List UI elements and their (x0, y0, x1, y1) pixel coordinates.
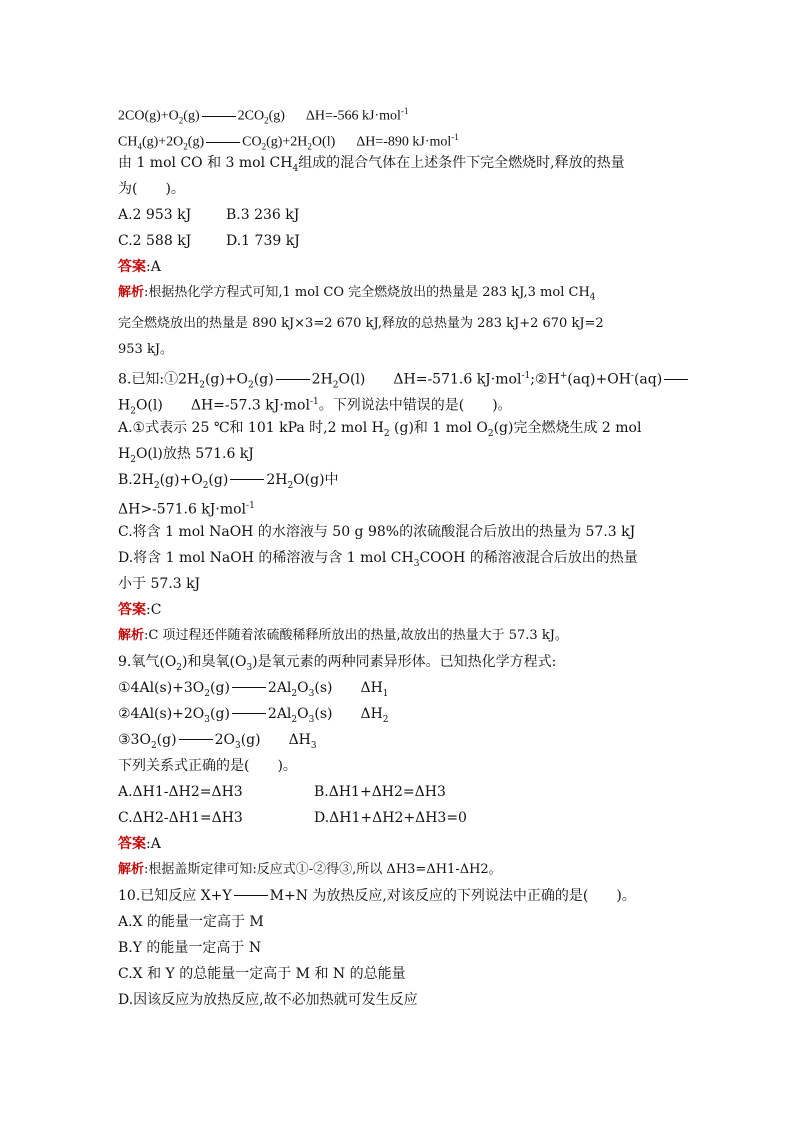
eq-text: (g)+2H (266, 134, 308, 150)
q9-question: 下列关系式正确的是( )。 (118, 757, 297, 774)
text: H (118, 397, 131, 414)
text: 8.已知:①2H (118, 371, 200, 388)
q9-equation-3 (118, 727, 678, 753)
subscript: 2 (176, 662, 183, 673)
subscript: 2 (291, 714, 298, 725)
q7-explanation-line-1 (118, 280, 678, 311)
q10-option-c: C.X 和 Y 的总能量一定高于 M 和 N 的总能量 (118, 965, 406, 982)
q8-stem-line-2 (118, 389, 678, 415)
eq-text: (g)+2O (141, 134, 184, 150)
option-c: C.ΔH2-ΔH1=ΔH3 (118, 809, 243, 826)
q9-equation-2 (118, 701, 678, 727)
text: 2O (214, 731, 235, 748)
subscript: 3 (413, 558, 420, 569)
text: ③3O (118, 731, 151, 748)
subscript: 2 (307, 141, 312, 152)
q8-stem-line-1 (118, 363, 678, 389)
superscript: -1 (400, 106, 409, 116)
text: O(l) ΔH=-57.3 kJ·mol (135, 397, 310, 414)
eq-text: 2CO(g)+O (118, 108, 179, 124)
subscript: 2 (150, 740, 157, 751)
reaction-arrow (664, 379, 688, 380)
subscript: 2 (199, 380, 205, 391)
subscript: 1 (382, 688, 389, 699)
subscript: 2 (153, 480, 160, 491)
text: O(g)中 (293, 471, 339, 488)
superscript: -1 (521, 370, 531, 381)
q7-options-row-2 (118, 228, 678, 254)
subscript: 2 (383, 428, 390, 439)
option-b: B.ΔH1+ΔH2=ΔH3 (314, 783, 446, 800)
superscript: -1 (451, 132, 459, 142)
subscript: 2 (183, 141, 188, 152)
q7-explanation-line-3: 953 kJ。 (118, 341, 174, 357)
eq-text: CO (242, 134, 262, 150)
text: (s) ΔH (314, 679, 383, 696)
superscript: -1 (246, 500, 255, 511)
q9-options-row-2 (118, 805, 678, 831)
q8-option-a-line-1 (118, 415, 678, 441)
subscript: 3 (308, 714, 315, 725)
subscript: 2 (487, 428, 494, 439)
equation-1 (118, 98, 678, 124)
answer-value: :C (146, 601, 162, 618)
q8-option-d-line-2: 小于 57.3 kJ (118, 575, 201, 592)
q8-option-d-line-1 (118, 545, 678, 571)
text: 2Al (267, 705, 292, 722)
equation-2 (118, 124, 678, 150)
q10-option-a: A.X 的能量一定高于 M (118, 913, 264, 930)
text: O (297, 705, 309, 722)
explanation-label: 解析 (118, 627, 145, 643)
eq-text: 2CO (237, 108, 265, 124)
subscript: 2 (248, 380, 254, 391)
eq-text: (g) (187, 134, 205, 150)
reaction-arrow (234, 895, 268, 896)
text: A.①式表示 25 ℃和 101 kPa 时,2 mol H (118, 419, 384, 436)
explanation-label: 解析 (118, 861, 145, 877)
text: B.2H (118, 471, 154, 488)
text: ;②H (530, 371, 560, 388)
subscript: 2 (291, 688, 298, 699)
subscript: 3 (204, 714, 211, 725)
text: O(l)放热 571.6 kJ (135, 445, 254, 462)
text: (s) ΔH (314, 705, 383, 722)
q8-option-c: C.将含 1 mol NaOH 的水溶液与 50 g 98%的浓硫酸混合后放出的热量为 57.3 kJ (118, 523, 636, 540)
subscript: 3 (308, 688, 315, 699)
text: (g) (156, 731, 177, 748)
answer-label: 答案 (118, 601, 146, 618)
superscript: + (559, 370, 568, 381)
text: O (297, 679, 309, 696)
reaction-arrow (206, 142, 240, 143)
subscript: 3 (246, 662, 253, 673)
q7-options-row-1 (118, 202, 678, 228)
text: D.将含 1 mol NaOH 的稀溶液与含 1 mol CH (118, 549, 414, 566)
option-b: B.3 236 kJ (226, 207, 300, 223)
text: 由 1 mol CO 和 3 mol CH (118, 155, 293, 171)
text: (aq)+OH (567, 371, 631, 388)
subscript: 2 (178, 115, 184, 126)
q7-stem-line-1 (118, 150, 678, 176)
q9-answer (118, 831, 678, 857)
answer-value: :A (146, 259, 161, 275)
q8-option-b-line-2 (118, 493, 678, 519)
text: (aq) (633, 371, 663, 388)
q10-option-b: B.Y 的能量一定高于 N (118, 939, 262, 956)
text: ΔH>-571.6 kJ·mol (118, 501, 247, 518)
text: (g)+O (159, 471, 203, 488)
subscript: 3 (234, 740, 241, 751)
q8-explanation (118, 623, 678, 649)
reaction-arrow (232, 713, 266, 714)
q10-stem (118, 883, 678, 909)
q9-equation-1 (118, 675, 678, 701)
eq-text: CH (118, 134, 138, 150)
q10-option-d: D.因该反应为放热反应,故不必加热就可发生反应 (118, 991, 418, 1008)
answer-label: 答案 (118, 259, 146, 275)
subscript: 2 (264, 115, 269, 126)
option-d: D.ΔH1+ΔH2+ΔH3=0 (314, 809, 467, 826)
text: :根据热化学方程式可知,1 mol CO 完全燃烧放出的热量是 283 kJ,3 mol CH (144, 285, 590, 300)
text: (g) (210, 705, 230, 722)
option-a: A.ΔH1-ΔH2=ΔH3 (118, 783, 243, 800)
text: (g)和 1 mol O (389, 419, 488, 436)
text: (g)完全燃烧生成 2 mol (493, 419, 642, 436)
text: (g) (253, 371, 274, 388)
text: :根据盖斯定律可知:反应式①-②得③,所以 ΔH3=ΔH1-ΔH2。 (144, 861, 502, 877)
text: M+N 为放热反应,对该反应的下列说法中正确的是( )。 (269, 887, 636, 904)
text: :C 项过程还伴随着浓硫酸稀释所放出的热量,故放出的热量大于 57.3 kJ。 (144, 627, 568, 643)
enthalpy: ΔH=-566 kJ·mol (305, 108, 401, 124)
text: 2H (266, 471, 288, 488)
q7-answer (118, 254, 678, 280)
option-d: D.1 739 kJ (226, 233, 300, 249)
q9-explanation (118, 857, 678, 883)
text: O(l) ΔH=-571.6 kJ·mol (338, 371, 522, 388)
q7-explanation-line-2: 完全燃烧放出的热量是 890 kJ×3=2 670 kJ,释放的总热量为 283 kJ+2 670 kJ=2 (118, 315, 604, 331)
subscript: 2 (287, 480, 294, 491)
superscript: -1 (309, 396, 319, 407)
subscript: 2 (332, 380, 339, 391)
text: (g) (208, 471, 229, 488)
text: 组成的混合气体在上述条件下完全燃烧时,释放的热量 (298, 155, 625, 171)
text: (g)+O (204, 371, 249, 388)
option-c: C.2 588 kJ (118, 233, 192, 249)
document-page (118, 98, 678, 1013)
subscript: 2 (130, 406, 136, 417)
subscript: 2 (382, 714, 389, 725)
reaction-arrow (276, 379, 310, 380)
text: )是氧元素的两种同素异形体。已知热化学方程式: (252, 653, 557, 670)
q7-stem-line-2: 为( )。 (118, 181, 185, 197)
q9-stem-line-1 (118, 649, 678, 675)
text: )和臭氧(O (182, 653, 247, 670)
subscript: 3 (310, 740, 317, 751)
reaction-arrow (232, 687, 266, 688)
text: ②4Al(s)+2O (118, 705, 205, 722)
subscript: 2 (261, 141, 267, 152)
superscript: - (630, 370, 634, 381)
subscript: 2 (202, 480, 209, 491)
enthalpy: ΔH=-890 kJ·mol (356, 134, 452, 150)
text: COOH 的稀溶液混合后放出的热量 (419, 549, 638, 566)
reaction-arrow (179, 739, 213, 740)
eq-text: O(l) (311, 134, 336, 150)
subscript: 4 (589, 292, 596, 303)
answer-label: 答案 (118, 835, 146, 852)
subscript: 4 (137, 141, 142, 152)
reaction-arrow (230, 479, 264, 480)
explanation-label: 解析 (118, 285, 145, 300)
text: 。下列说法中错误的是( )。 (318, 397, 512, 414)
q9-options-row-1 (118, 779, 678, 805)
text: 2Al (267, 679, 292, 696)
q8-answer (118, 597, 678, 623)
option-a: A.2 953 kJ (118, 207, 192, 223)
text: 2H (311, 371, 333, 388)
reaction-arrow (202, 116, 236, 117)
q8-option-b-line-1 (118, 467, 678, 493)
text: 10.已知反应 X+Y (118, 887, 232, 904)
subscript: 2 (204, 688, 211, 699)
q8-option-a-line-2 (118, 441, 678, 467)
text: H (118, 445, 131, 462)
text: 9.氧气(O (118, 653, 177, 670)
text: ①4Al(s)+3O (118, 679, 205, 696)
subscript: 4 (292, 163, 299, 174)
answer-value: :A (146, 835, 161, 852)
subscript: 2 (130, 454, 136, 465)
eq-text: (g) (268, 108, 285, 124)
text: (g) (210, 679, 230, 696)
eq-text: (g) (183, 108, 200, 124)
text: (g) ΔH (240, 731, 311, 748)
